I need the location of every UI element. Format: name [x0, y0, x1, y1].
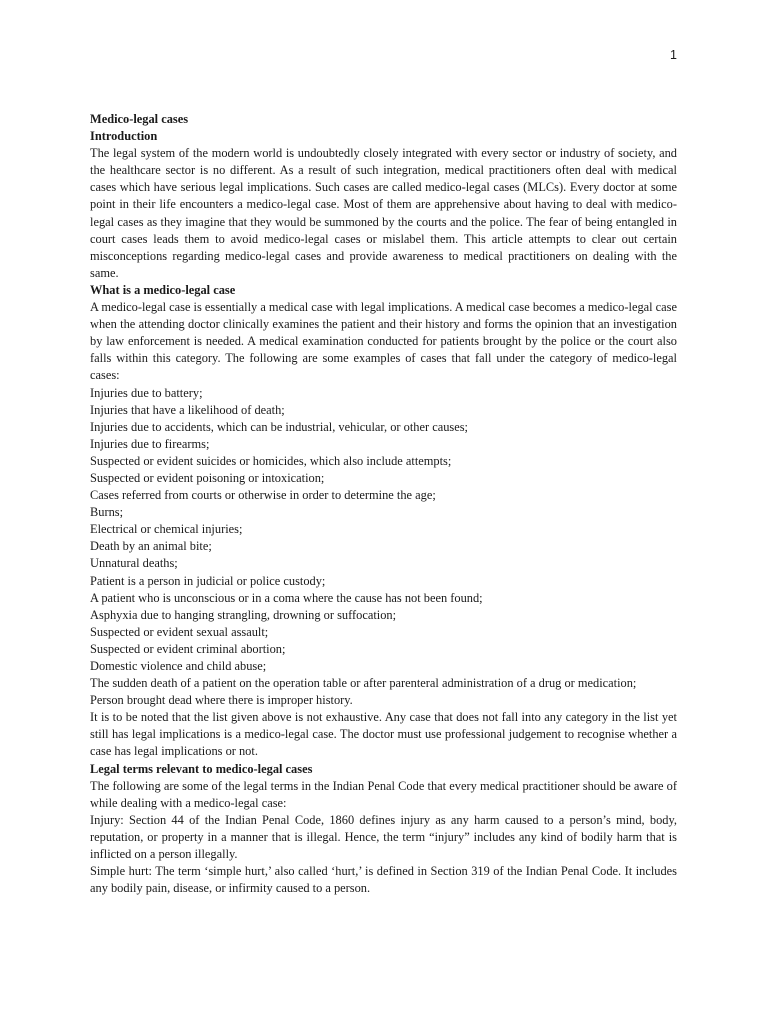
list-item: Death by an animal bite;: [90, 539, 212, 554]
section-heading-introduction: Introduction: [90, 129, 158, 144]
definition-paragraph: A medico-legal case is essentially a medical case with legal implications. A medical case becomes a medico-legal case when the attending doctor clinically examines the patient and their history and forms the opinion that an investigation by law enforcement is needed. A medical examination conducted for patients brought by the police or the court also falls within this category. The following are some examples of cases that fall under the category of medico-legal cases:: [90, 300, 677, 383]
list-item: Injuries due to firearms;: [90, 436, 210, 451]
non-exhaustive-note: It is to be noted that the list given above is not exhaustive. Any case that does not fall into any category in the list yet still has legal implications is a medico-legal case. The doctor must use professional judgement to recognise whether a case has legal implications or not.: [90, 710, 677, 759]
list-item: Electrical or chemical injuries;: [90, 522, 243, 537]
list-item: Patient is a person in judicial or police custody;: [90, 573, 326, 588]
list-item: Suspected or evident criminal abortion;: [90, 641, 286, 656]
list-item: Injuries that have a likelihood of death;: [90, 402, 285, 417]
page-number: 1: [670, 48, 677, 62]
list-item: Domestic violence and child abuse;: [90, 659, 267, 673]
list-item: Suspected or evident poisoning or intoxication;: [90, 470, 325, 485]
list-item: A patient who is unconscious or in a coma where the cause has not been found;: [90, 590, 483, 605]
list-item: Suspected or evident suicides or homicides, which also include attempts;: [90, 453, 452, 468]
list-item: Injuries due to battery;: [90, 385, 203, 400]
document-body: [90, 111, 677, 897]
list-item: Person brought dead where there is improper history.: [90, 693, 353, 708]
simple-hurt-definition: Simple hurt: The term ‘simple hurt,’ also called ‘hurt,’ is defined in Section 319 of the Indian Penal Code. It includes any bodily pain, disease, or infirmity caused to a person.: [90, 864, 677, 896]
legal-terms-intro: The following are some of the legal terms in the Indian Penal Code that every medical practitioner should be aware of while dealing with a medico-legal case:: [90, 778, 677, 810]
introduction-paragraph: The legal system of the modern world is undoubtedly closely integrated with every sector or industry of society, and the healthcare sector is no different. As a result of such integration, medical practitioners often deal with medical cases which have serious legal implications. Such cases are called medico-legal cases (MLCs). Every doctor at some point in their life encounters a medico-legal case. Most of them are apprehensive about having to deal with medico-legal cases as they imagine that they would be summoned by the courts and the police. The fear of being entangled in court cases leads them to avoid medico-legal cases or mislabel them. This article attempts to clear out certain misconceptions regarding medico-legal cases and provide awareness to medical practitioners on dealing with the same.: [90, 146, 677, 280]
section-heading-legal-terms: Legal terms relevant to medico-legal cases: [90, 761, 313, 776]
list-item: Injuries due to accidents, which can be industrial, vehicular, or other causes;: [90, 419, 468, 434]
list-item: Suspected or evident sexual assault;: [90, 624, 269, 639]
document-title: Medico-legal cases: [90, 112, 189, 126]
list-item: Unnatural deaths;: [90, 556, 178, 571]
injury-definition: Injury: Section 44 of the Indian Penal Code, 1860 defines injury as any harm caused to a person’s mind, body, reputation, or property in a manner that is illegal. Hence, the term “injury” includes any kind of bodily harm that is inflicted on a person illegally.: [90, 812, 677, 862]
examples-list: [90, 385, 677, 710]
list-item: Asphyxia due to hanging strangling, drowning or suffocation;: [90, 607, 397, 622]
section-heading-what-is-mlc: What is a medico-legal case: [90, 282, 236, 297]
list-item: Cases referred from courts or otherwise in order to determine the age;: [90, 488, 436, 503]
list-item: The sudden death of a patient on the operation table or after parenteral administration of a drug or medication;: [90, 676, 637, 691]
list-item: Burns;: [90, 505, 124, 520]
